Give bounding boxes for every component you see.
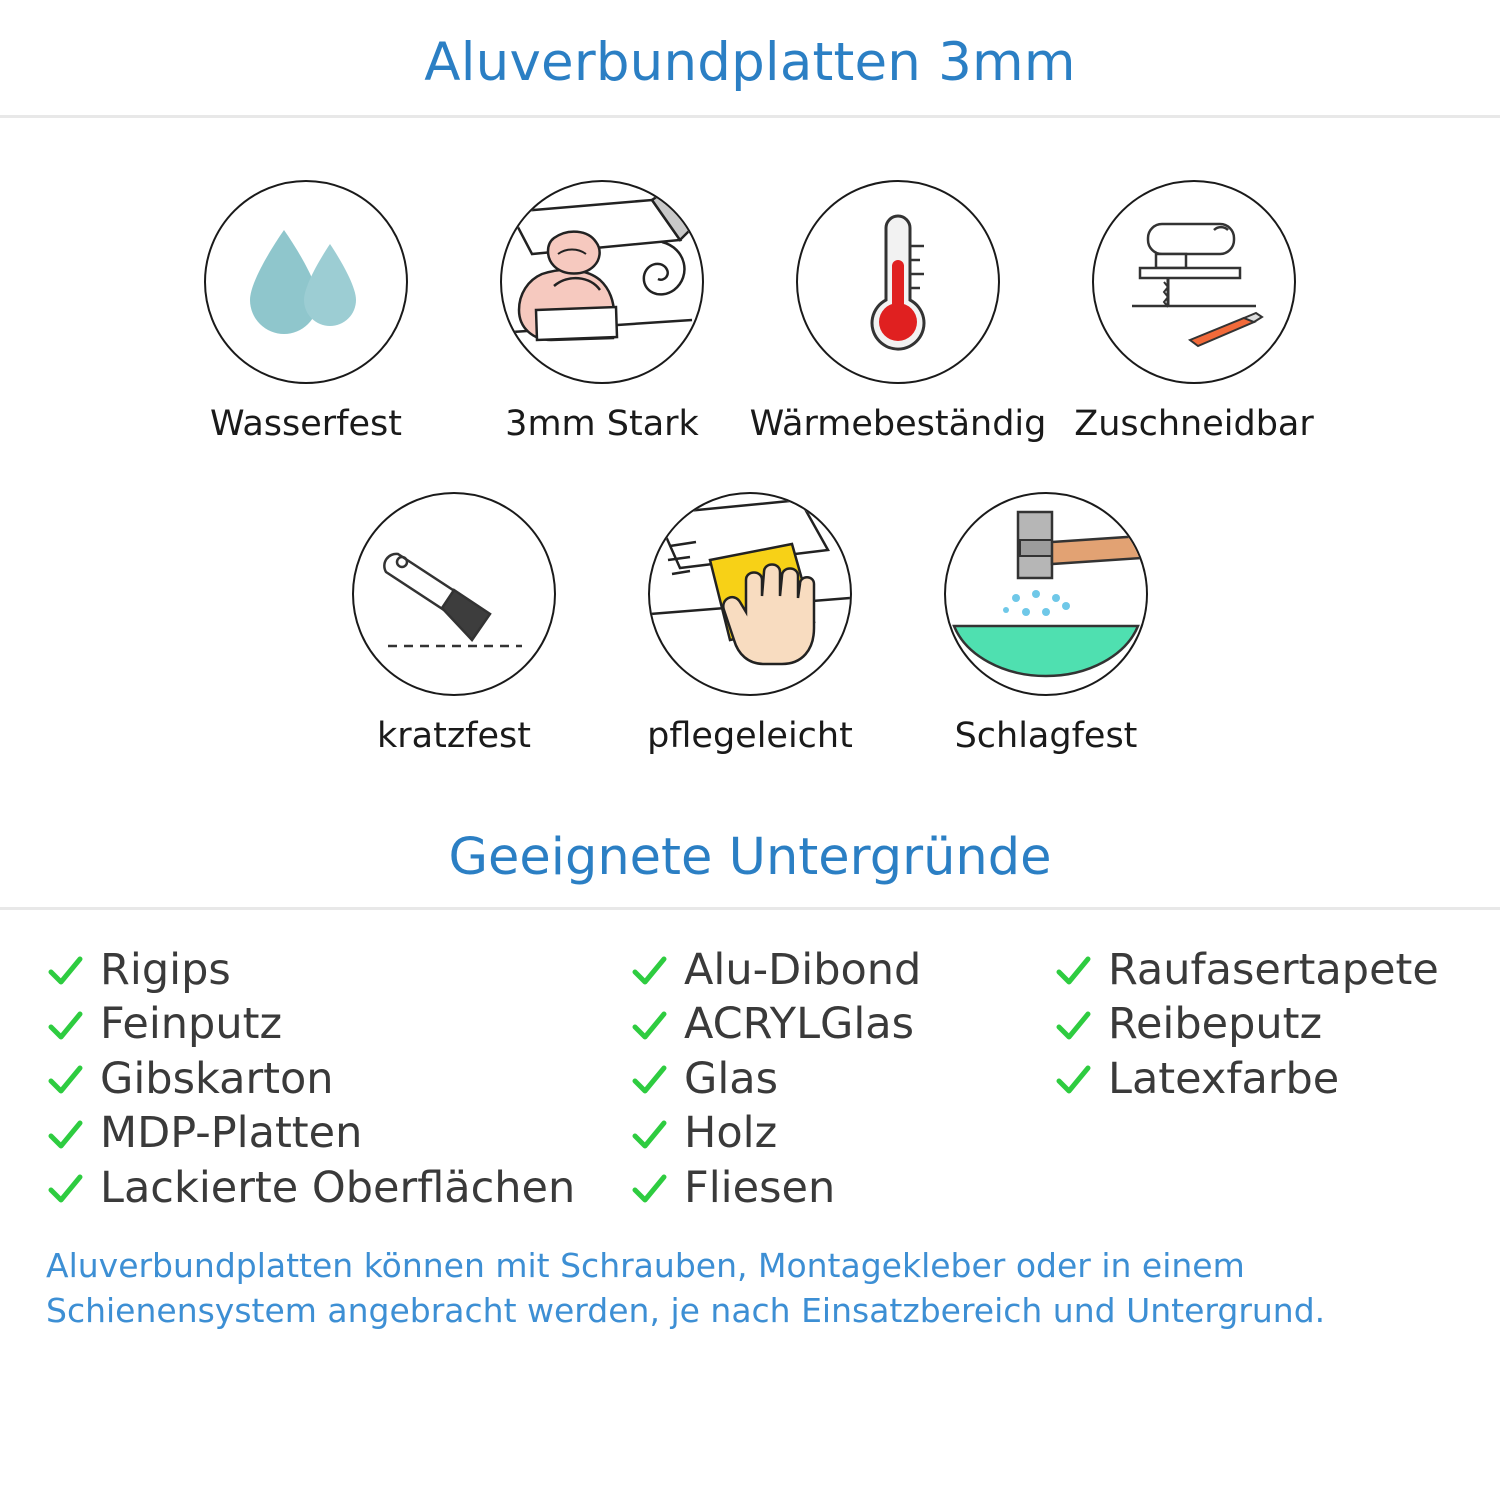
feature-label: Schlagfest	[954, 716, 1138, 756]
substrate-column-2	[630, 944, 1050, 1214]
check-icon	[630, 1115, 668, 1153]
feature-wasserfest	[158, 180, 454, 444]
list-item	[46, 1107, 626, 1159]
list-item	[630, 1053, 1050, 1105]
footer-note: Aluverbundplatten können mit Schrauben, Montagekleber oder in einem Schienensystem angebracht werden, je nach Einsatzbereich und Untergrund.	[46, 1246, 1326, 1330]
section-title: Geeignete Untergründe	[448, 828, 1052, 887]
list-item	[46, 1053, 626, 1105]
feature-3mm-stark	[454, 180, 750, 444]
list-item	[46, 998, 626, 1050]
feature-zuschneidbar	[1046, 180, 1342, 444]
check-icon	[1054, 951, 1092, 989]
list-item	[46, 944, 626, 996]
check-icon	[630, 1060, 668, 1098]
list-item	[46, 1162, 626, 1214]
list-item	[630, 998, 1050, 1050]
list-item-label: Fliesen	[684, 1162, 836, 1213]
list-item-label: Holz	[684, 1108, 778, 1159]
list-item-label: Gibskarton	[100, 1053, 334, 1104]
check-icon	[46, 1060, 84, 1098]
list-item-label: Latexfarbe	[1108, 1053, 1340, 1104]
feature-kratzfest	[306, 492, 602, 756]
jigsaw-cutting-icon	[1092, 180, 1296, 384]
list-item	[630, 944, 1050, 996]
feature-label: pflegeleicht	[647, 716, 853, 756]
feature-label: Zuschneidbar	[1074, 404, 1314, 444]
check-icon	[630, 951, 668, 989]
knife-scratch-icon	[352, 492, 556, 696]
feature-row-1	[0, 180, 1500, 444]
check-icon	[1054, 1006, 1092, 1044]
list-item-label: Rigips	[100, 945, 231, 995]
feature-row-2	[0, 492, 1500, 756]
page-title: Aluverbundplatten 3mm	[424, 32, 1076, 93]
list-item	[1054, 944, 1454, 996]
check-icon	[630, 1006, 668, 1044]
list-item-label: Feinputz	[100, 999, 283, 1050]
substrate-list	[0, 944, 1500, 1214]
substrate-column-1	[46, 944, 626, 1214]
list-item-label: MDP-Platten	[100, 1108, 363, 1159]
check-icon	[46, 1169, 84, 1207]
hammer-impact-icon	[944, 492, 1148, 696]
feature-label: Wärmebeständig	[749, 404, 1047, 444]
water-drops-icon	[204, 180, 408, 384]
list-item-label: Alu-Dibond	[684, 945, 922, 995]
feature-label: Wasserfest	[209, 404, 403, 444]
strong-arm-icon	[500, 180, 704, 384]
list-item-label: Raufasertapete	[1108, 945, 1439, 995]
list-item-label: Lackierte Oberflächen	[100, 1162, 576, 1213]
list-item	[1054, 998, 1454, 1050]
feature-label: kratzfest	[376, 716, 531, 756]
check-icon	[46, 1006, 84, 1044]
feature-waermebestaendig	[750, 180, 1046, 444]
feature-pflegeleicht	[602, 492, 898, 756]
list-item	[1054, 1053, 1454, 1105]
check-icon	[630, 1169, 668, 1207]
thermometer-icon	[796, 180, 1000, 384]
feature-label: 3mm Stark	[505, 404, 699, 444]
check-icon	[46, 951, 84, 989]
cleaning-cloth-hand-icon	[648, 492, 852, 696]
list-item-label: ACRYLGlas	[684, 999, 915, 1050]
list-item	[630, 1162, 1050, 1214]
feature-schlagfest	[898, 492, 1194, 756]
list-item-label: Reibeputz	[1108, 999, 1323, 1050]
check-icon	[1054, 1060, 1092, 1098]
substrate-column-3	[1054, 944, 1454, 1105]
list-item-label: Glas	[684, 1053, 779, 1104]
page-title-block	[0, 0, 1500, 118]
list-item	[630, 1107, 1050, 1159]
section-title-block	[0, 818, 1500, 910]
check-icon	[46, 1115, 84, 1153]
